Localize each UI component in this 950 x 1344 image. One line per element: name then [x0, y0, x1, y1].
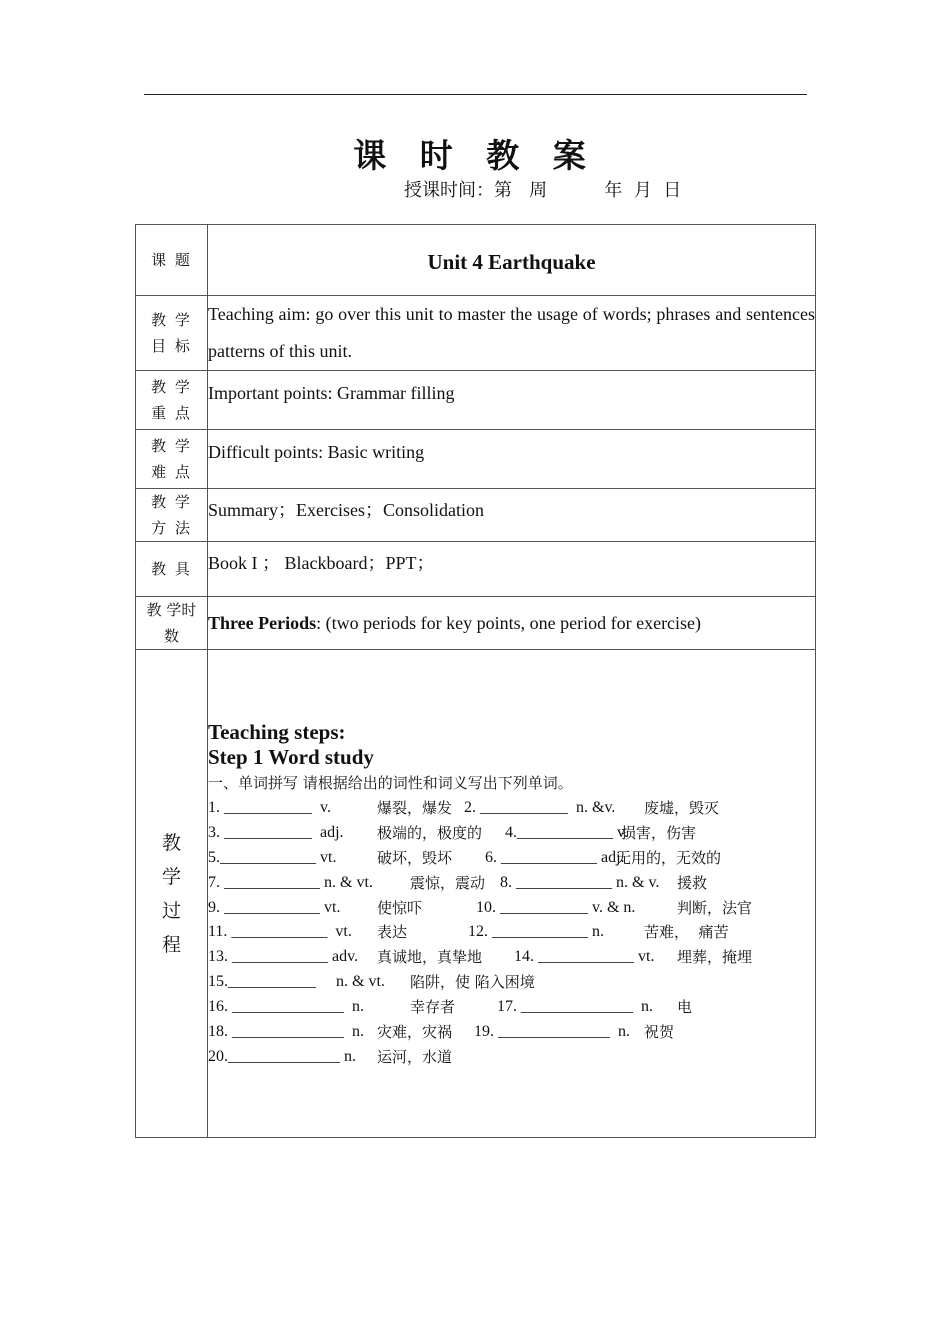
vocab-meaning: 使惊吓 [377, 898, 423, 917]
process-label-char-3: 过 [161, 899, 181, 922]
vocab-meaning: 运河，水道 [377, 1047, 453, 1066]
vocab-meaning: 震惊，震动 [410, 873, 486, 892]
process-label-char-2: 学 [161, 865, 181, 888]
vocab-item-line [208, 871, 815, 896]
teaching-steps [208, 650, 815, 1070]
periods-label [136, 597, 208, 650]
difficult-points-text: Difficult points: Basic writing [208, 442, 425, 462]
tools-cell [208, 542, 816, 597]
vocab-blank: 9. ____________ vt. [208, 898, 341, 916]
vocab-item-line [208, 846, 815, 871]
difficult-label-line-2: 难 点 [151, 463, 192, 481]
vocab-blank: 19. ______________ n. [474, 1023, 630, 1041]
important-label-line-1: 教 学 [151, 378, 192, 396]
lesson-plan-table [135, 224, 816, 1138]
vocab-item-line [208, 970, 815, 995]
tools-row [136, 542, 816, 597]
teaching-method-text: Summary；Exercises；Consolidation [208, 500, 484, 520]
vocab-blank: 11. ____________ vt. [208, 923, 352, 941]
aim-row [136, 296, 816, 371]
vocab-meaning: 废墟，毁灭 [644, 799, 720, 817]
vocab-blank: 1. ___________ v. [208, 799, 331, 816]
vocab-blank: 5.____________ vt. [208, 848, 337, 866]
difficult-label [136, 430, 208, 489]
aim-cell [208, 296, 816, 371]
vocab-meaning: 破坏，毁坏 [377, 848, 453, 867]
periods-row [136, 597, 816, 650]
vocab-blank: 13. ____________ adv. [208, 948, 359, 966]
periods-cell [208, 597, 816, 650]
difficult-label-line-1: 教 学 [151, 437, 192, 455]
vocab-blank: 17. ______________ n. [497, 998, 653, 1016]
vocab-item-line [208, 1020, 815, 1045]
vocab-item-line [208, 1045, 815, 1070]
teaching-steps-heading: Teaching steps: [208, 720, 346, 744]
vocab-meaning: 幸存者 [410, 998, 456, 1017]
vocab-blank: 10. ___________ v. & n. [476, 898, 636, 916]
vocab-meaning: 损害，伤害 [621, 823, 697, 842]
periods-text [208, 610, 815, 636]
difficult-cell [208, 430, 816, 489]
vocab-blank: 14. ____________ vt. [514, 948, 655, 966]
topic-cell [208, 225, 816, 296]
vocab-meaning: 电 [677, 998, 693, 1017]
vocab-meaning: 无用的，无效的 [616, 848, 722, 867]
tools-label: 教 具 [136, 542, 208, 597]
vocab-blank: 7. ____________ n. & vt. [208, 873, 373, 891]
vocab-meaning: 极端的，极度的 [377, 823, 483, 842]
vocab-meaning: 苦难， 痛苦 [644, 923, 729, 942]
process-cell [208, 650, 816, 1138]
vocab-meaning: 祝贺 [644, 1023, 675, 1042]
unit-title: Unit 4 Earthquake [427, 249, 596, 274]
vocab-item-line [208, 920, 815, 945]
teaching-aim-text: Teaching aim: go over this unit to master the usage of words; phrases and sentences patterns of this unit. [208, 304, 815, 361]
vocab-meaning: 判断，法官 [677, 898, 753, 917]
vocab-blank: 18. ______________ n. [208, 1023, 364, 1041]
important-label-line-2: 重 点 [151, 404, 192, 422]
vocab-list [208, 796, 815, 1070]
vocab-meaning: 真诚地，真挚地 [377, 948, 483, 967]
vocab-blank: 20.______________ n. [208, 1047, 356, 1065]
vocab-blank: 12. ____________ n. [468, 923, 604, 941]
periods-rest: : (two periods for key points, one period for exercise) [316, 613, 702, 633]
vocab-blank: 3. ___________ adj. [208, 823, 344, 841]
important-row [136, 371, 816, 430]
vocab-item-line [208, 796, 815, 821]
vocab-item-line [208, 945, 815, 970]
aim-label-line-2: 目 标 [151, 337, 192, 355]
method-label-line-1: 教 学 [151, 493, 192, 511]
vocab-meaning: 表达 [377, 923, 408, 942]
difficult-row [136, 430, 816, 489]
vocab-item-line [208, 896, 815, 921]
vocab-blank: 16. ______________ n. [208, 998, 364, 1016]
periods-label-line-1: 教 学时 [146, 601, 197, 619]
important-label [136, 371, 208, 430]
vocab-blank: 4.____________ v. [505, 823, 628, 841]
process-label-char-4: 程 [161, 933, 181, 956]
process-label [136, 650, 208, 1138]
vocab-meaning: 陷阱，使 陷入困境 [410, 973, 535, 992]
step-1-heading: Step 1 Word study [208, 745, 374, 769]
vocab-meaning: 援救 [677, 873, 708, 892]
document-title: 课 时 教 案 [353, 136, 597, 175]
vocab-item-line [208, 821, 815, 846]
vocab-blank: 8. ____________ n. & v. [500, 873, 660, 891]
periods-bold: Three Periods [208, 613, 317, 633]
vocab-meaning: 灾难，灾祸 [377, 1023, 453, 1042]
important-points-text: Important points: Grammar filling [208, 383, 455, 403]
topic-row [136, 225, 816, 296]
aim-label-line-1: 教 学 [151, 311, 192, 329]
process-label-char-1: 教 [161, 831, 181, 854]
word-spelling-instruction: 一、单词拼写 请根据给出的词性和词义写出下列单词。 [208, 774, 573, 792]
aim-label [136, 296, 208, 371]
document-subtitle: 授课时间：第 周 年 月 日 [404, 180, 682, 201]
method-label [136, 489, 208, 542]
method-cell [208, 489, 816, 542]
method-label-line-2: 方 法 [151, 519, 192, 537]
process-row [136, 650, 816, 1138]
periods-label-line-2: 数 [163, 627, 179, 645]
vocab-blank: 15.___________ n. & vt. [208, 973, 385, 991]
vocab-item-line [208, 995, 815, 1020]
method-row [136, 489, 816, 542]
header-rule [144, 94, 807, 95]
topic-label: 课 题 [136, 225, 208, 296]
vocab-blank: 2. ___________ n. &v. [464, 799, 616, 816]
important-cell [208, 371, 816, 430]
teaching-tools-text: Book I ； Blackboard；PPT； [208, 553, 435, 573]
vocab-meaning: 爆裂，爆发 [377, 799, 453, 817]
vocab-meaning: 埋葬，掩埋 [677, 948, 753, 967]
vocab-blank: 6. ____________ adj. [485, 848, 625, 866]
